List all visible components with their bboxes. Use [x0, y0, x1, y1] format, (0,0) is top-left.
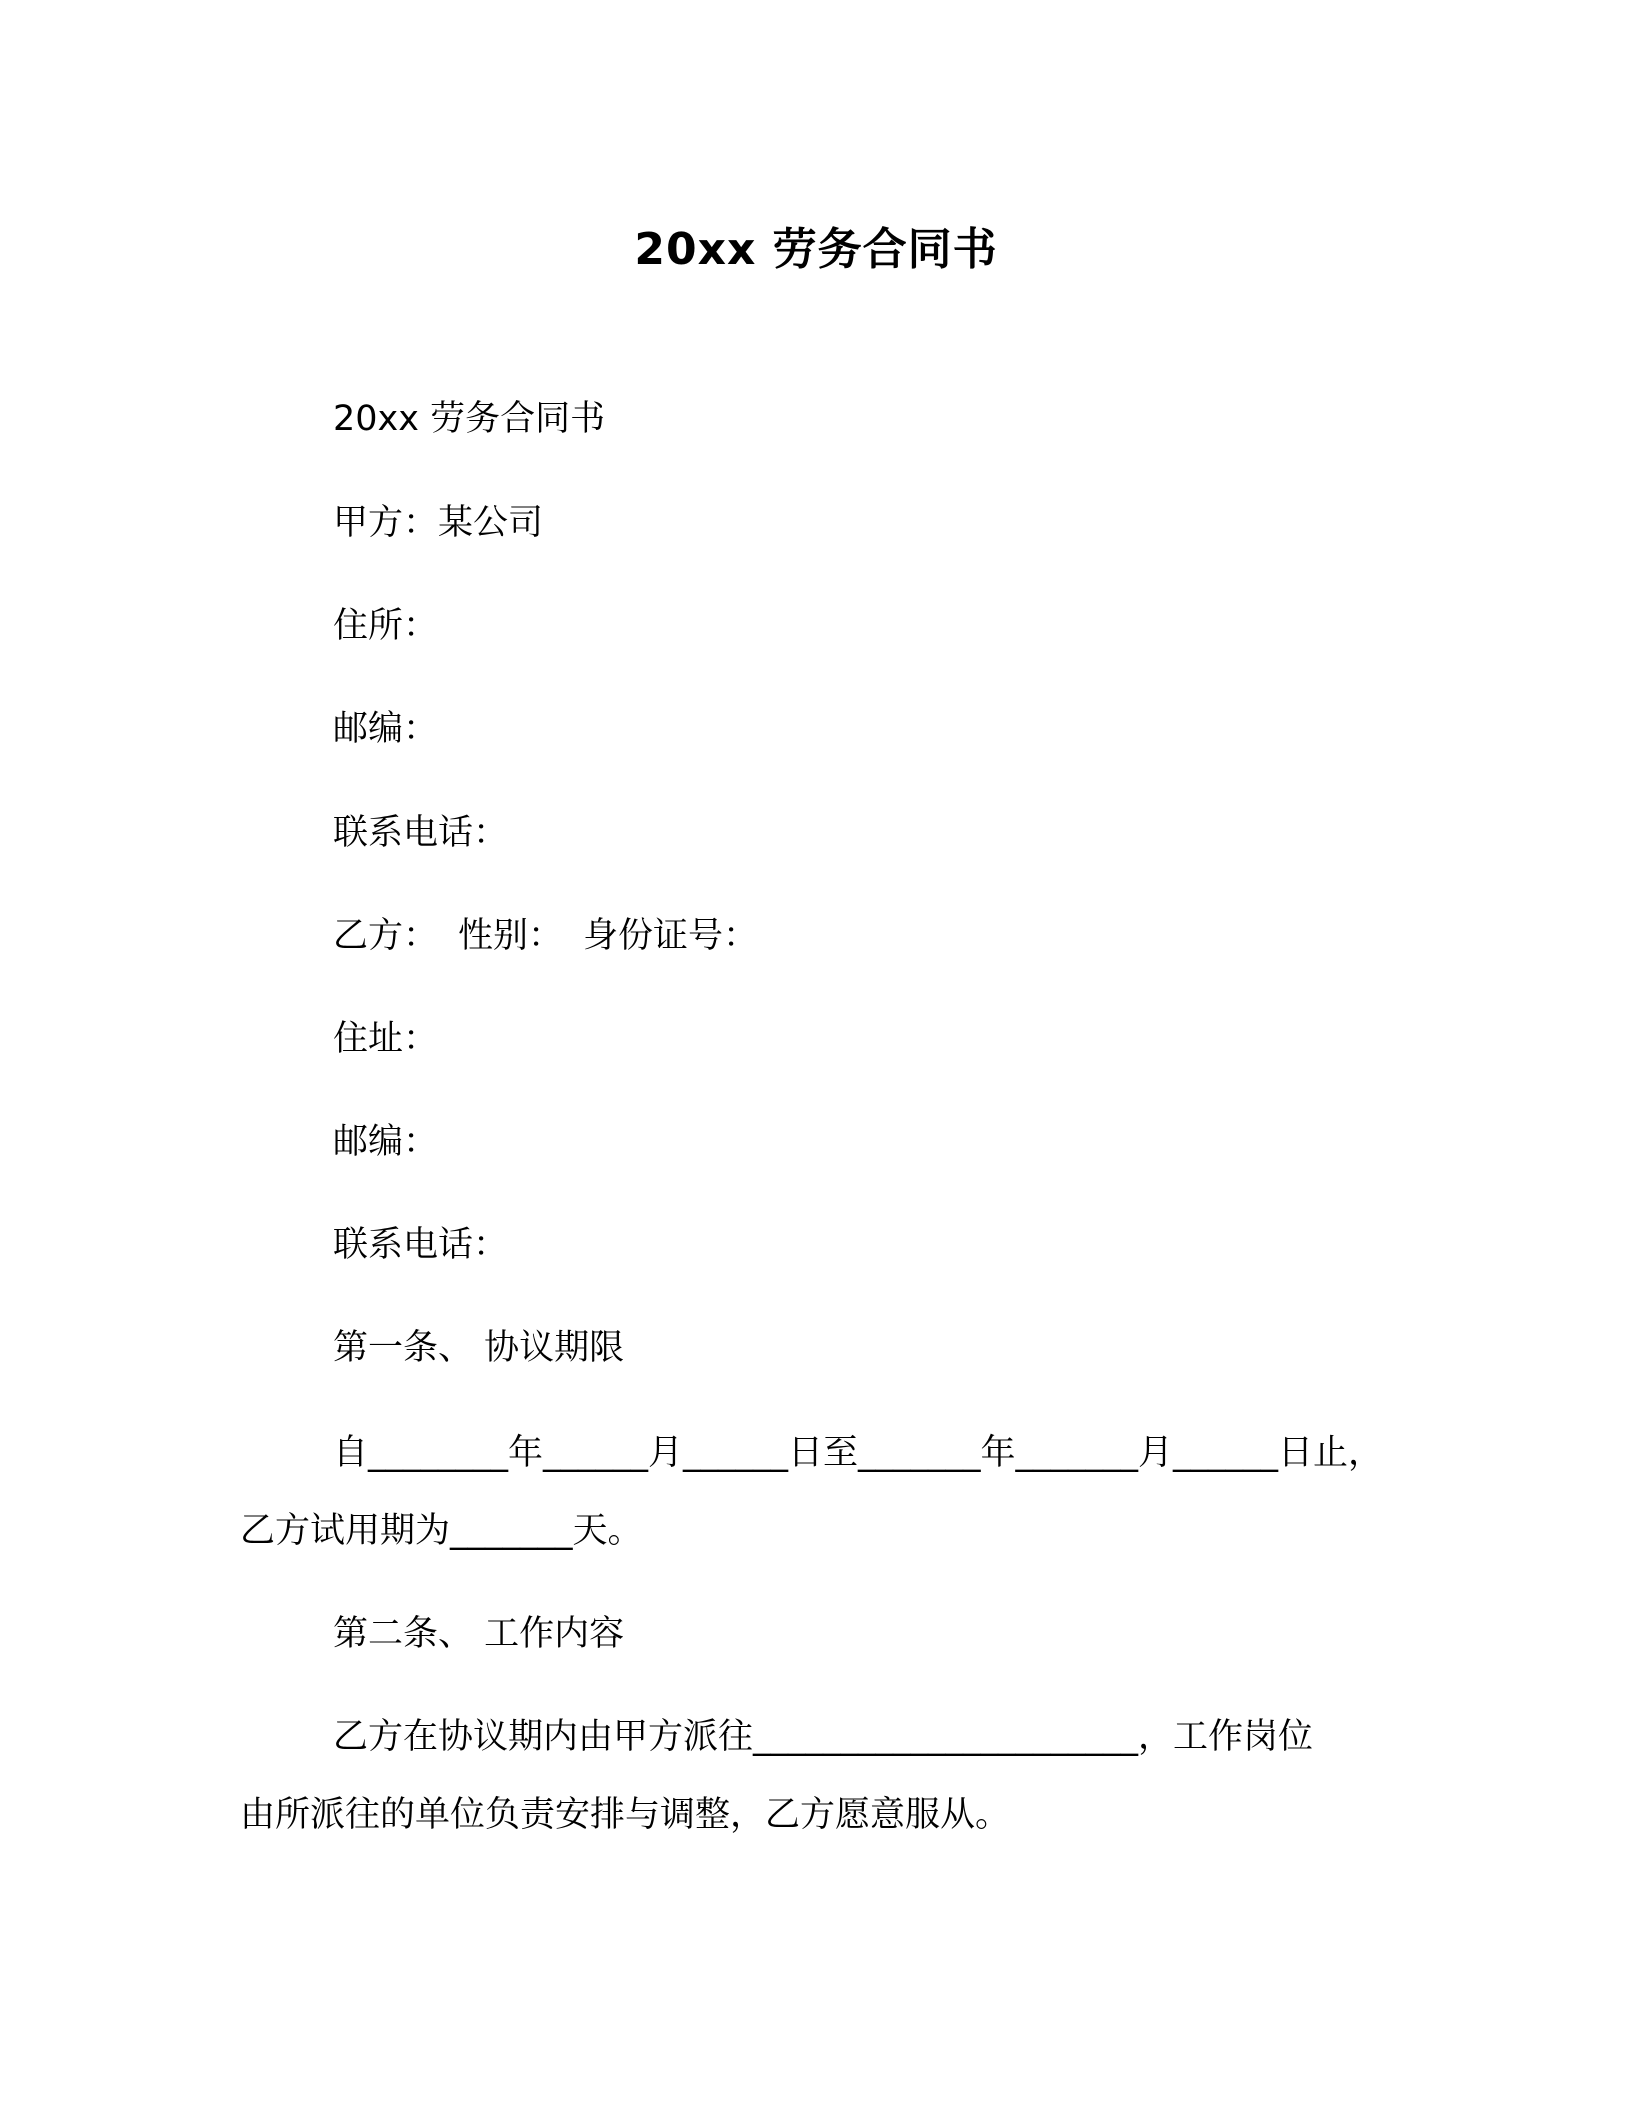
party-b-line	[333, 913, 758, 959]
party-b-label: 乙方：	[333, 916, 439, 956]
party-b-phone-label: 联系电话：	[333, 1225, 509, 1265]
document-title: 20xx 劳务合同书	[634, 224, 998, 275]
party-a-address-label: 住所：	[333, 606, 439, 646]
party-b-id-label: 身份证号：	[583, 916, 759, 956]
document-subtitle: 20xx 劳务合同书	[333, 399, 606, 439]
party-a-name: 某公司	[438, 503, 544, 543]
party-b-address-label: 住址：	[333, 1019, 439, 1059]
article2-paragraph-line2: 由所派往的单位负责安排与调整，乙方愿意服从。	[240, 1795, 1011, 1835]
party-b-gender-label: 性别：	[458, 916, 564, 956]
article2-paragraph-line1: 乙方在协议期内由甲方派往______________________，工作岗位	[333, 1717, 1314, 1757]
party-a-label: 甲方：	[333, 503, 439, 543]
article1-paragraph-line2: 乙方试用期为_______天。	[240, 1511, 643, 1551]
article1-paragraph-line1: 自________年______月______日至_______年_______月______日止，	[333, 1433, 1384, 1473]
party-b-postcode-label: 邮编：	[333, 1122, 439, 1162]
party-a-line	[333, 500, 543, 546]
party-a-postcode-label: 邮编：	[333, 709, 439, 749]
article1-heading: 第一条、 协议期限	[333, 1328, 625, 1368]
party-a-phone-label: 联系电话：	[333, 813, 509, 853]
article2-heading: 第二条、 工作内容	[333, 1614, 625, 1654]
